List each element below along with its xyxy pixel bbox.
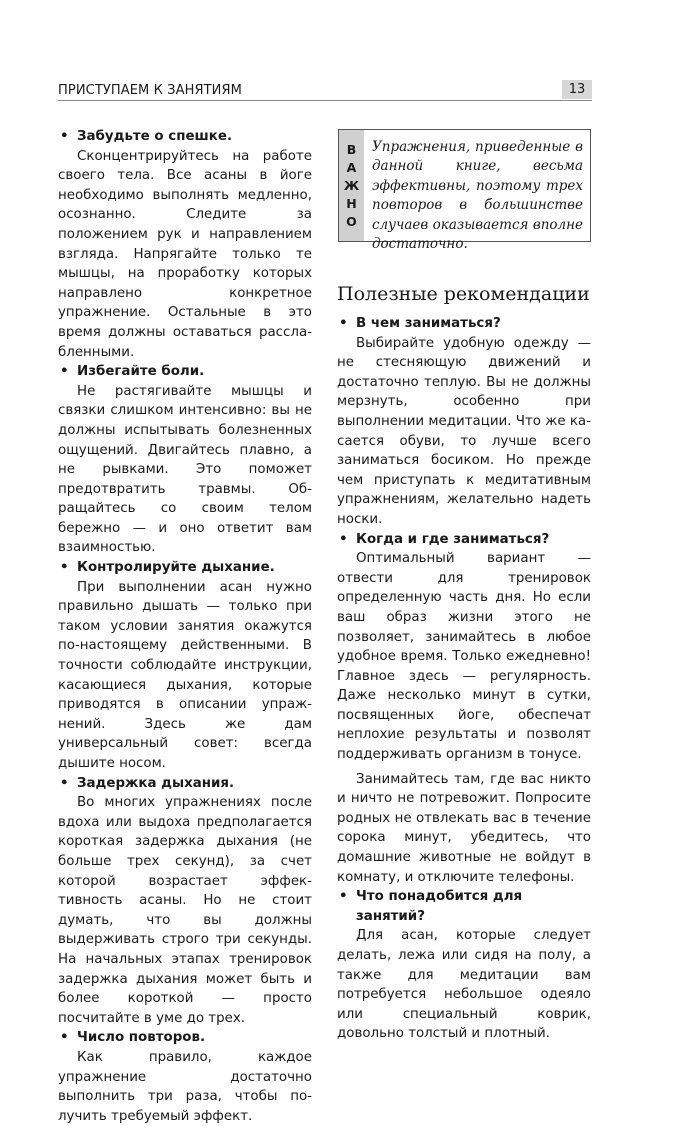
tip-paragraph: Выбирайте удобную одежду — не стесняющую движений и достаточно теплую. Вы не должны мерзнуть, особенно при выполнении медитации. Что же касается обуви, то лучше всего заниматься босиком. Но прежде чем приступать к медитативным упражнениям, желательно надеть носки. (337, 335, 591, 527)
tip-heading: • Что понадобится для занятий? (339, 889, 523, 924)
tip-heading: • Когда и где заниматься? (337, 530, 591, 550)
tip-heading: • Избегайте боли. (58, 362, 312, 382)
right-column (337, 314, 591, 1044)
bullet-icon: • (60, 775, 69, 791)
tip-paragraph: Для асан, которые следует делать, лежа или сидя на полу, а также для медитации вам потребуется небольшое одеяло или специальный коврик, довольно толстый и плотный. (337, 928, 591, 1042)
header-title: ПРИСТУПАЕМ К ЗАНЯТИЯМ (58, 83, 242, 98)
section-title: Полезные рекомендации (337, 283, 590, 305)
tip-breath-hold (58, 774, 312, 1029)
tip-what-needed (337, 887, 591, 1044)
tip-paragraph: При выполнении асан нужно правильно дышать — только при таком условии занятия окажутся по-настоящему действенными. В точности соблюдайте инструкции, касающиеся дыхания, которые приводятся в описании упражнений. Здесь же дам универсальный совет: всегда дышите носом. (58, 579, 312, 771)
tip-paragraph: Оптимальный вариант — отвести для тренировок определенную часть дня. Но если ваш образ жизни этого не позволяет, занимайтесь в любое удобное время. Только ежедневно! Главное здесь — регулярность. Даже несколько минут в сутки, посвященных йоге, обеспечат неплохие результаты и позволят поддерживать организм в тонусе. (337, 551, 591, 763)
tip-paragraph: Занимайтесь там, где вас никто и ничто не потревожит. Попросите родных не отвлекать вас в течение сорока минут, убедитесь, что домашние животные не войдут в комнату, и отключите телефоны. (337, 771, 591, 885)
important-label: В А Ж Н О (339, 130, 364, 241)
bullet-icon: • (339, 316, 348, 331)
page-number: 13 (562, 80, 592, 99)
tip-heading: • Число повторов. (58, 1028, 312, 1048)
tip-when-where (337, 530, 591, 888)
tip-what-to-wear (337, 314, 591, 530)
bullet-icon: • (60, 364, 69, 380)
bullet-icon: • (339, 531, 348, 547)
left-column (58, 127, 312, 1126)
tip-paragraph: Не растягивайте мышцы и связки слишком интенсивно: вы не должны испытывать болезненных ощущений. Двигайтесь плавно, а не рывками. Это поможет предотвратить травмы. Обращайтесь со своим телом бережно — и оно ответит вам взаимностью. (58, 383, 312, 556)
tip-heading: • Задержка дыхания. (58, 774, 312, 794)
tip-avoid-pain (58, 362, 312, 558)
tip-paragraph: Как правило, каждое упражнение достаточно выполнить три раза, чтобы получить требуемый эффект. (58, 1049, 312, 1124)
tip-heading: • В чем заниматься? (337, 314, 591, 334)
bullet-icon: • (60, 1030, 69, 1046)
tip-no-rush (58, 127, 312, 362)
important-note-text: Упражнения, приведенные в данной книге, весьма эффективны, поэтому трех повторов в большинстве случаев оказывается вполне достаточно. (372, 139, 583, 253)
tip-control-breathing (58, 558, 312, 774)
tip-paragraph: Сконцентрируйтесь на работе своего тела. Все асаны в йоге необходимо выполнять медленно, осознанно. Следите за положением рук и направлением взгляда. Напрягайте только те мышцы, на проработку которых направлено конкретное упражнение. Остальные в это время должны оставаться расслабленными. (58, 148, 312, 360)
bullet-icon: • (339, 889, 348, 905)
running-header (58, 82, 592, 101)
tip-heading: • Контролируйте дыхание. (58, 558, 312, 578)
tip-repetitions (58, 1028, 312, 1126)
bullet-icon: • (60, 560, 69, 576)
tip-paragraph: Во многих упражнениях после вдоха или выдоха предполагается короткая задержка дыхания (не больше трех секунд), за счет которой возрастает эффективность асаны. Но не стоит думать, что вы должны выдерживать строго три секунды. На начальных этапах тренировок задержка дыхания может быть и более короткой — просто посчитайте в уме до трех. (58, 795, 312, 1026)
bullet-icon: • (60, 129, 69, 144)
tip-heading: • Забудьте о спешке. (58, 127, 312, 147)
important-note-box (338, 129, 591, 253)
